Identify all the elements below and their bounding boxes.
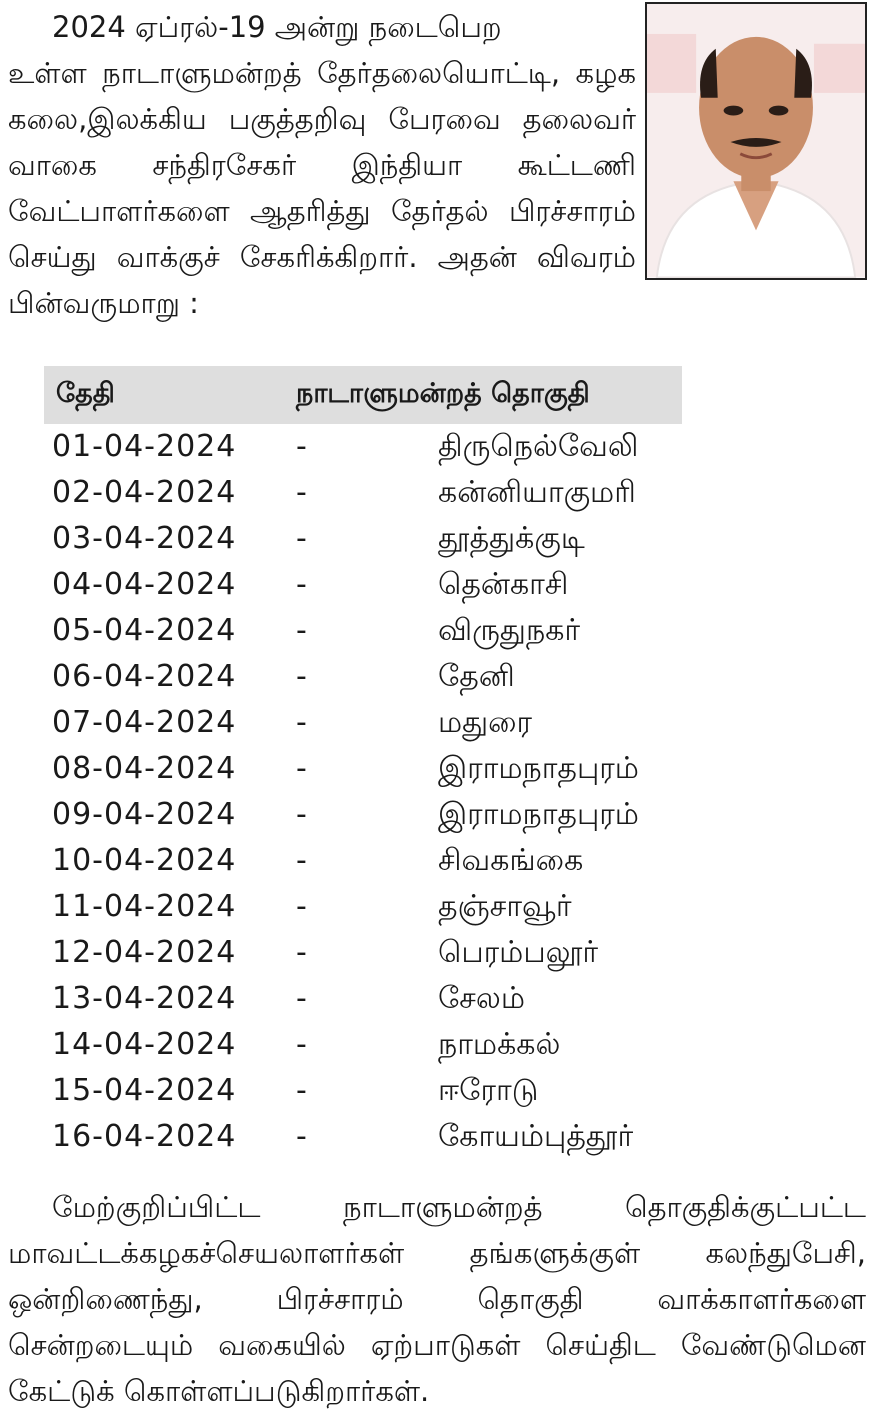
- schedule-date: 15-04-2024: [52, 1073, 237, 1108]
- schedule-date: 11-04-2024: [52, 889, 237, 924]
- row-separator: -: [296, 751, 307, 786]
- table-header: [44, 366, 682, 424]
- constituency-name: ஈரோடு: [438, 1073, 539, 1108]
- schedule-date: 02-04-2024: [52, 475, 237, 510]
- intro-first-line: 2024 ஏப்ரல்-19 அன்று நடைபெற: [52, 10, 502, 44]
- schedule-date: 13-04-2024: [52, 981, 237, 1016]
- table-row: [52, 1068, 692, 1114]
- portrait-photo: [645, 2, 867, 280]
- row-separator: -: [296, 567, 307, 602]
- portrait-icon: [647, 4, 865, 278]
- closing-paragraph: [8, 1184, 866, 1414]
- schedule-date: 07-04-2024: [52, 705, 237, 740]
- constituency-name: இராமநாதபுரம்: [438, 751, 639, 786]
- header-constituency: நாடாளுமன்றத் தொகுதி: [296, 377, 590, 409]
- row-separator: -: [296, 797, 307, 832]
- constituency-name: மதுரை: [438, 705, 533, 740]
- table-row: [52, 792, 692, 838]
- table-row: [52, 654, 692, 700]
- row-separator: -: [296, 935, 307, 970]
- table-row: [52, 838, 692, 884]
- table-row: [52, 1022, 692, 1068]
- schedule-date: 16-04-2024: [52, 1119, 237, 1154]
- table-row: [52, 562, 692, 608]
- constituency-name: கன்னியாகுமரி: [438, 475, 636, 510]
- row-separator: -: [296, 659, 307, 694]
- row-separator: -: [296, 1073, 307, 1108]
- schedule-date: 08-04-2024: [52, 751, 237, 786]
- schedule-date: 14-04-2024: [52, 1027, 237, 1062]
- schedule-date: 01-04-2024: [52, 429, 237, 464]
- row-separator: -: [296, 521, 307, 556]
- constituency-name: பெரம்பலூர்: [438, 935, 599, 970]
- row-separator: -: [296, 889, 307, 924]
- row-separator: -: [296, 1027, 307, 1062]
- constituency-name: கோயம்புத்தூர்: [438, 1119, 634, 1154]
- row-separator: -: [296, 981, 307, 1016]
- schedule-table: [52, 424, 692, 1160]
- header-date: தேதி: [56, 377, 115, 409]
- schedule-date: 10-04-2024: [52, 843, 237, 878]
- intro-rest: உள்ள நாடாளுமன்றத் தேர்தலையொட்டி, கழக கலை,இலக்கிய பகுத்தறிவு பேரவை தலைவர் வாகை சந்திரசேகர் இந்தியா கூட்டணி வேட்பாளர்களை ஆதரித்து தேர்தல் பிரச்சாரம் செய்து வாக்குச் சேகரிக்கிறார். அதன் விவரம் பின்வருமாறு :: [8, 56, 636, 320]
- intro-paragraph: [8, 4, 636, 326]
- schedule-date: 05-04-2024: [52, 613, 237, 648]
- constituency-name: நாமக்கல்: [438, 1027, 561, 1062]
- row-separator: -: [296, 843, 307, 878]
- row-separator: -: [296, 429, 307, 464]
- table-row: [52, 470, 692, 516]
- constituency-name: சிவகங்கை: [438, 843, 584, 878]
- constituency-name: தென்காசி: [438, 567, 569, 602]
- constituency-name: தஞ்சாவூர்: [438, 889, 572, 924]
- row-separator: -: [296, 1119, 307, 1154]
- closing-text: மேற்குறிப்பிட்ட நாடாளுமன்றத் தொகுதிக்குட்பட்ட மாவட்டக்கழகச்செயலாளர்கள் தங்களுக்குள் கலந்துபேசி, ஒன்றிணைந்து, பிரச்சாரம் தொகுதி வாக்காளர்களை சென்றடையும் வகையில் ஏற்பாடுகள் செய்திட வேண்டுமென கேட்டுக் கொள்ளப்படுகிறார்கள்.: [8, 1190, 866, 1408]
- constituency-name: தேனி: [438, 659, 515, 694]
- schedule-date: 12-04-2024: [52, 935, 237, 970]
- table-row: [52, 700, 692, 746]
- row-separator: -: [296, 613, 307, 648]
- constituency-name: இராமநாதபுரம்: [438, 797, 639, 832]
- schedule-date: 03-04-2024: [52, 521, 237, 556]
- table-row: [52, 608, 692, 654]
- schedule-date: 04-04-2024: [52, 567, 237, 602]
- constituency-name: தூத்துக்குடி: [438, 521, 585, 556]
- row-separator: -: [296, 475, 307, 510]
- table-row: [52, 1114, 692, 1160]
- table-row: [52, 976, 692, 1022]
- table-row: [52, 746, 692, 792]
- constituency-name: விருதுநகர்: [438, 613, 581, 648]
- row-separator: -: [296, 705, 307, 740]
- table-row: [52, 884, 692, 930]
- table-row: [52, 424, 692, 470]
- constituency-name: திருநெல்வேலி: [438, 429, 639, 464]
- constituency-name: சேலம்: [438, 981, 525, 1016]
- schedule-date: 06-04-2024: [52, 659, 237, 694]
- schedule-date: 09-04-2024: [52, 797, 237, 832]
- table-row: [52, 930, 692, 976]
- table-row: [52, 516, 692, 562]
